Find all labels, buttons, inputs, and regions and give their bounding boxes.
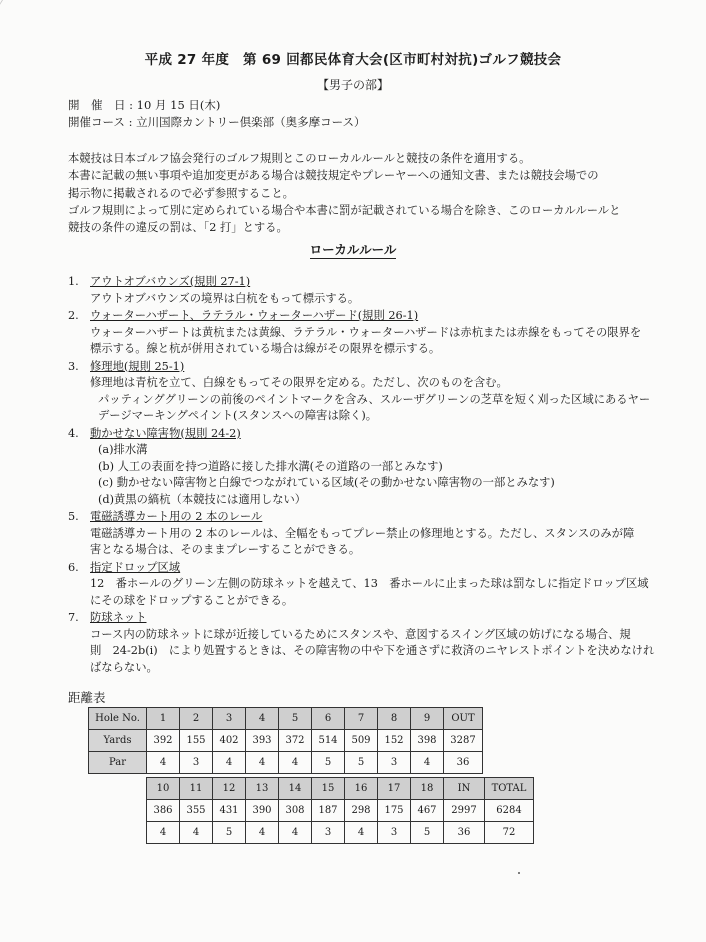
yards-cell: 392 bbox=[147, 730, 180, 752]
header-cell: 3 bbox=[213, 708, 246, 730]
rule-text-line: 12 番ホールのグリーン左側の防球ネットを越えて、13 番ホールに止まった球は罰なしに指定ドロップ区域 bbox=[90, 577, 649, 590]
distance-table-title: 距離表 bbox=[68, 690, 106, 705]
section-title-text: ローカルルール bbox=[309, 242, 397, 257]
intro-line: 本競技は日本ゴルフ協会発行のゴルフ規則とこのローカルルールと競技の条件を適用する。 bbox=[68, 152, 531, 165]
rule-item bbox=[68, 426, 658, 509]
rule-title: ウォーターハザート、ラテラル・ウォーターハザード(規則 26-1) bbox=[90, 309, 419, 322]
yards-cell: 431 bbox=[213, 800, 246, 822]
header-cell: 4 bbox=[246, 708, 279, 730]
document-subtitle: 【男子の部】 bbox=[316, 78, 389, 92]
intro-line: 掲示物に掲載されるので必ず参照すること。 bbox=[68, 186, 294, 200]
header-cell: IN bbox=[444, 778, 485, 800]
document-title: 平成 27 年度 第 69 回都民体育大会(区市町村対抗)ゴルフ競技会 bbox=[144, 52, 562, 68]
rule-item bbox=[68, 359, 658, 425]
yards-cell: 386 bbox=[147, 800, 180, 822]
par-cell: 4 bbox=[147, 822, 180, 844]
front-yards-row bbox=[89, 730, 483, 752]
header-cell: 16 bbox=[345, 778, 378, 800]
yards-cell: 514 bbox=[312, 730, 345, 752]
header-cell: 6 bbox=[312, 708, 345, 730]
yards-cell: 467 bbox=[411, 800, 444, 822]
par-cell: 4 bbox=[411, 752, 444, 774]
rule-title: 指定ドロップ区域 bbox=[90, 560, 181, 574]
rule-text-line: 修理地は青杭を立て、白線をもってその限界を定める。ただし、次のものを含む。 bbox=[90, 376, 508, 389]
header-cell: 2 bbox=[180, 708, 213, 730]
rule-title: アウトオブバウンズ(規則 27-1) bbox=[90, 275, 251, 288]
yards-cell: 372 bbox=[279, 730, 312, 752]
par-cell: 5 bbox=[411, 822, 444, 844]
par-cell: 4 bbox=[246, 752, 279, 774]
par-cell: 4 bbox=[345, 822, 378, 844]
yards-cell: 398 bbox=[411, 730, 444, 752]
header-cell: 1 bbox=[147, 708, 180, 730]
par-cell: 72 bbox=[485, 822, 534, 844]
header-cell: 18 bbox=[411, 778, 444, 800]
par-cell: 4 bbox=[213, 752, 246, 774]
header-cell: 7 bbox=[345, 708, 378, 730]
header-cell: 15 bbox=[312, 778, 345, 800]
yards-cell: Yards bbox=[89, 730, 147, 752]
yards-cell: 152 bbox=[378, 730, 411, 752]
rule-number: 4. bbox=[68, 426, 79, 440]
header-cell: 12 bbox=[213, 778, 246, 800]
header-cell: OUT bbox=[444, 708, 483, 730]
rule-title: 動かせない障害物(規則 24-2) bbox=[90, 426, 241, 440]
par-cell: 5 bbox=[213, 822, 246, 844]
par-cell: 3 bbox=[378, 752, 411, 774]
back-header-row bbox=[147, 778, 534, 800]
local-rules-list bbox=[68, 274, 658, 677]
rule-number: 3. bbox=[68, 359, 79, 373]
rule-subitem: (d)黄黒の縞杭（本競技には適用しない） bbox=[98, 492, 307, 506]
par-cell: 5 bbox=[312, 752, 345, 774]
rule-text-line: 電磁誘導カート用の 2 本のレールは、全幅をもってプレー禁止の修理地とする。ただし、スタンスのみが障 bbox=[90, 526, 635, 540]
par-cell: 36 bbox=[444, 822, 485, 844]
rule-text-line: 則 24-2b(i) により処置するときは、その障害物の中や下を通さずに救済のニヤレストポイントを決めなけれ bbox=[90, 644, 655, 657]
rule-item bbox=[68, 274, 658, 307]
yards-cell: 2997 bbox=[444, 800, 485, 822]
back-yards-row bbox=[147, 800, 534, 822]
section-title bbox=[0, 240, 706, 258]
rule-text-line: にその球をドロップすることができる。 bbox=[90, 593, 294, 607]
yards-cell: 155 bbox=[180, 730, 213, 752]
par-cell: 36 bbox=[444, 752, 483, 774]
rule-text-line: コース内の防球ネットに球が近接しているためにスタンスや、意図するスイング区域の妨げになる場合、規 bbox=[90, 627, 631, 641]
header-cell: 5 bbox=[279, 708, 312, 730]
front-header-row bbox=[89, 708, 483, 730]
yards-cell: 175 bbox=[378, 800, 411, 822]
rule-text-line: 標示する。線と杭が併用されている場合は線がその限界を標示する。 bbox=[90, 342, 441, 355]
scan-speck bbox=[518, 872, 520, 874]
header-cell: 13 bbox=[246, 778, 279, 800]
event-course: 開催コース : 立川国際カントリー倶楽部（奥多摩コース） bbox=[68, 115, 366, 129]
par-cell: 4 bbox=[279, 752, 312, 774]
yards-cell: 390 bbox=[246, 800, 279, 822]
intro-line: ゴルフ規則によって別に定められている場合や本書に罰が記載されている場合を除き、このローカルルールと bbox=[68, 203, 621, 217]
yards-cell: 393 bbox=[246, 730, 279, 752]
yards-cell: 509 bbox=[345, 730, 378, 752]
header-cell: 14 bbox=[279, 778, 312, 800]
par-cell: Par bbox=[89, 752, 147, 774]
yards-cell: 402 bbox=[213, 730, 246, 752]
par-cell: 3 bbox=[180, 752, 213, 774]
rule-text-line: アウトオブバウンズの境界は白杭をもって標示する。 bbox=[90, 291, 360, 305]
header-cell: TOTAL bbox=[485, 778, 534, 800]
par-cell: 4 bbox=[279, 822, 312, 844]
rule-number: 6. bbox=[68, 560, 79, 574]
front-par-row bbox=[89, 752, 483, 774]
rule-subitem: (a)排水溝 bbox=[98, 443, 148, 456]
event-date: 開 催 日 : 10 月 15 日(木) bbox=[68, 98, 221, 112]
rule-text-line: ばならない。 bbox=[90, 660, 158, 674]
intro-text bbox=[68, 150, 658, 236]
rule-number: 1. bbox=[68, 275, 79, 288]
rule-item bbox=[68, 610, 658, 676]
header-cell: Hole No. bbox=[89, 708, 147, 730]
rule-subitem: (c) 動かせない障害物と白線でつながれている区域(その動かせない障害物の一部とみなす) bbox=[98, 476, 555, 489]
par-cell: 4 bbox=[180, 822, 213, 844]
yards-cell: 187 bbox=[312, 800, 345, 822]
par-cell: 3 bbox=[312, 822, 345, 844]
rule-subitem: パッティンググリーンの前後のペイントマークを含み、スルーザグリーンの芝草を短く刈った区域にあるヤー bbox=[98, 392, 651, 406]
header-cell: 8 bbox=[378, 708, 411, 730]
rule-subitem: (b) 人工の表面を持つ道路に接した排水溝(その道路の一部とみなす) bbox=[98, 459, 443, 473]
yards-cell: 298 bbox=[345, 800, 378, 822]
header-cell: 17 bbox=[378, 778, 411, 800]
par-cell: 4 bbox=[246, 822, 279, 844]
rule-text-line: ウォーターハザートは黄杭または黄線、ラテラル・ウォーターハザードは赤杭または赤線をもってその限界を bbox=[90, 325, 642, 339]
header-cell: 10 bbox=[147, 778, 180, 800]
intro-line: 本書に記載の無い事項や追加変更がある場合は競技規定やプレーヤーへの通知文書、または競技会場での bbox=[68, 169, 599, 183]
back-par-row bbox=[147, 822, 534, 844]
rule-number: 5. bbox=[68, 510, 79, 523]
header-cell: 11 bbox=[180, 778, 213, 800]
rule-title: 修理地(規則 25-1) bbox=[90, 359, 185, 373]
rule-item bbox=[68, 509, 658, 559]
yards-cell: 355 bbox=[180, 800, 213, 822]
rule-subitem: デージマーキングペイント(スタンスへの障害は除く)。 bbox=[98, 409, 378, 422]
rule-title: 電磁誘導カート用の 2 本のレール bbox=[90, 510, 263, 523]
yards-cell: 308 bbox=[279, 800, 312, 822]
rule-title: 防球ネット bbox=[90, 611, 147, 624]
par-cell: 5 bbox=[345, 752, 378, 774]
rule-item bbox=[68, 560, 658, 610]
par-cell: 3 bbox=[378, 822, 411, 844]
par-cell: 4 bbox=[147, 752, 180, 774]
yards-cell: 3287 bbox=[444, 730, 483, 752]
front-nine-table bbox=[88, 707, 483, 774]
header-cell: 9 bbox=[411, 708, 444, 730]
rule-number: 7. bbox=[68, 611, 79, 624]
rule-text-line: 害となる場合は、そのままプレーすることができる。 bbox=[90, 543, 361, 556]
back-nine-table bbox=[146, 777, 534, 844]
intro-line: 競技の条件の違反の罰は、「2 打」とする。 bbox=[68, 221, 288, 235]
rule-number: 2. bbox=[68, 309, 79, 322]
yards-cell: 6284 bbox=[485, 800, 534, 822]
rule-item bbox=[68, 308, 658, 358]
